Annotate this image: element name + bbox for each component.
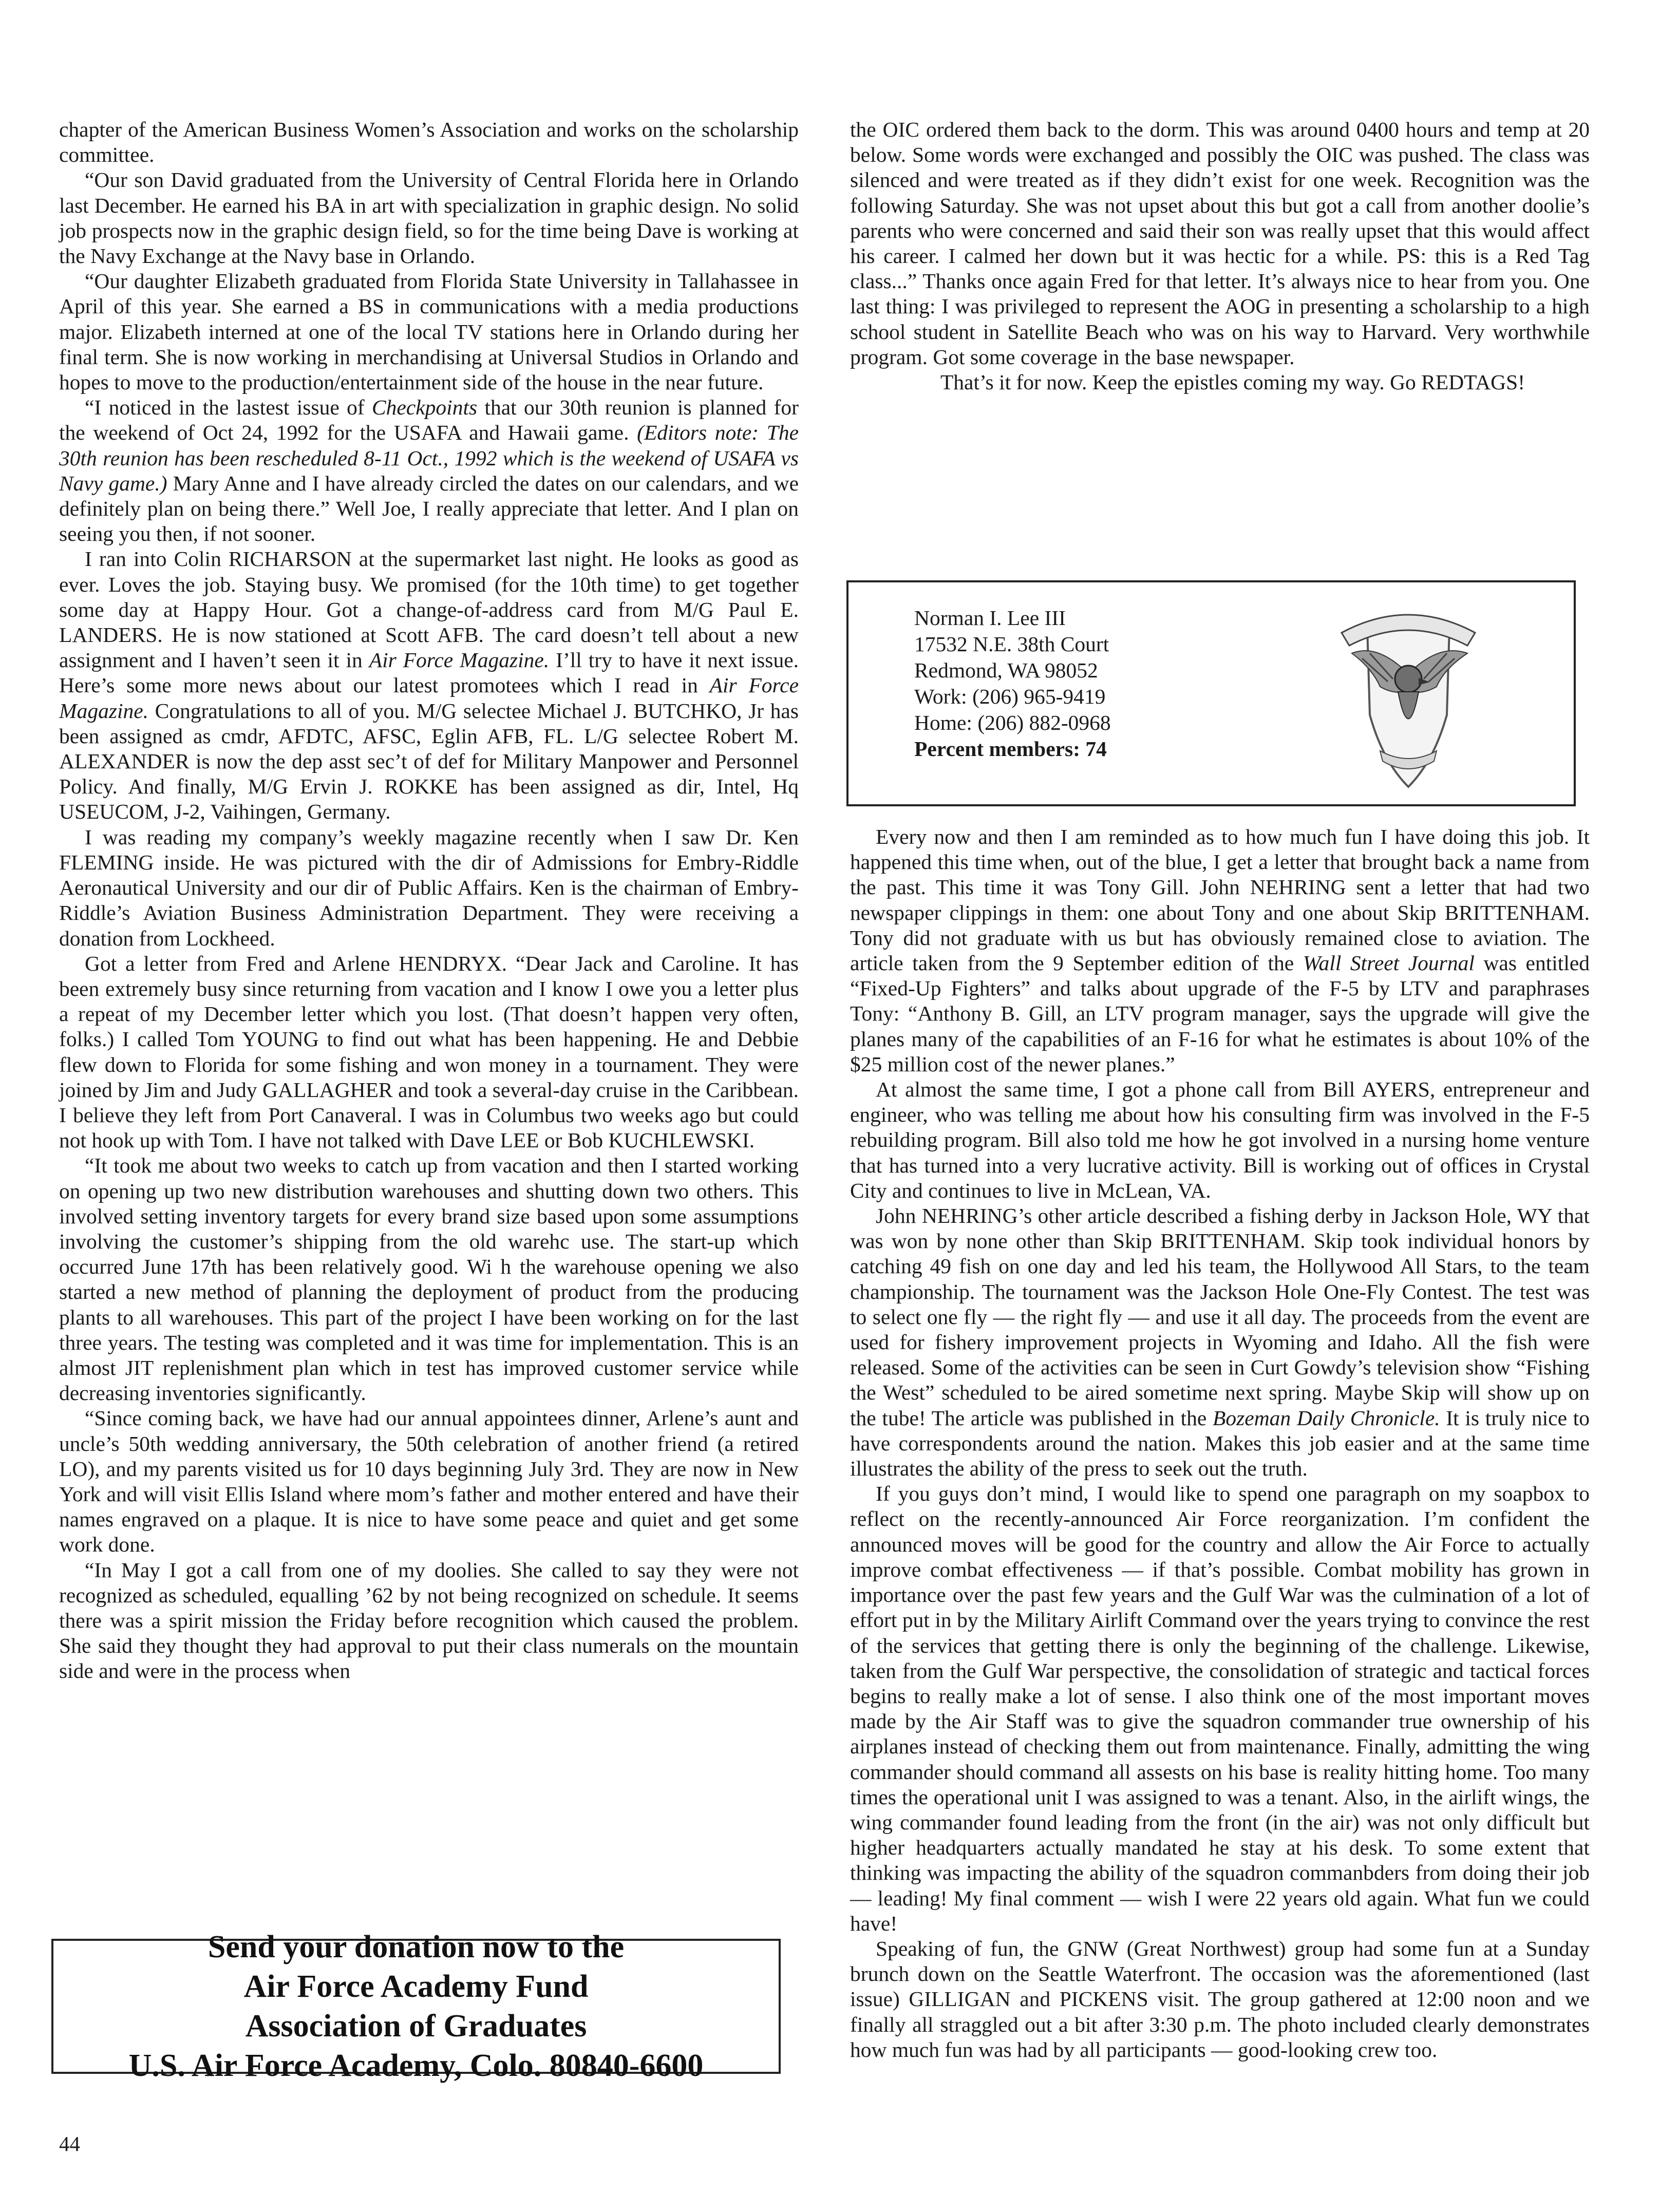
paragraph: Every now and then I am reminded as to how much fun I have doing this job. It happened this time when, out of the blue, I get a letter that brought back a name from the past. This time it was Tony Gill. John NEHRING sent a letter that had two newspaper clippings in them: one about Tony and one about Skip BRITTENHAM. Tony did not graduate with us but has obviously remained close to aviation. The article taken from the 9 September edition of the Wall Street Journal was entitled “Fixed-Up Fighters” and talks about upgrade of the F-5 by LTV and paraphrases Tony: “Anthony B. Gill, an LTV program manager, says the upgrade will give the planes many of the capabilities of an F-16 for what he estimates is about 10% of the $25 million cost of the newer planes.”	[850, 825, 1590, 1076]
donation-line: Send your donation now to the	[208, 1929, 625, 1964]
paragraph: John NEHRING’s other article described a fishing derby in Jackson Hole, WY that was won by none other than Skip BRITTENHAM. Skip took individual honors by catching 49 fish on one day and led his team, the Hollywood All Stars, to the team championship. The tournament was the Jackson Hole One-Fly Contest. The test was to select one fly — the right fly — and use it all day. The proceeds from the event are used for fishery improvement projects in Wyoming and Idaho. All the fish were released. Some of the activities can be seen in Curt Gowdy’s television show “Fishing the West” scheduled to be aired sometime next spring. Maybe Skip will show up on the tube! The article was published in the Bozeman Daily Chronicle. It is truly nice to have correspondents around the nation. Makes this job easier and at the same time illustrates the ability of the press to seek out the truth.	[850, 1204, 1590, 1481]
contact-street: 17532 N.E. 38th Court	[914, 632, 1109, 656]
paragraph: I was reading my company’s weekly magazine recently when I saw Dr. Ken FLEMING inside. He was pictured with the dir of Admissions for Embry-Riddle Aeronautical University and our dir of Public Affairs. Ken is the chairman of Embry-Riddle’s Aviation Business Administration Department. They were receiving a donation from Lockheed.	[59, 825, 799, 950]
paragraph: “Our son David graduated from the University of Central Florida here in Orlando last December. He earned his BA in art with specialization in graphic design. No solid job prospects now in the graphic design field, so for the time being Dave is working at the Navy Exchange at the Navy base in Orlando.	[59, 168, 799, 268]
class-secretary-contact-box	[846, 580, 1576, 806]
paragraph: Got a letter from Fred and Arlene HENDRYX. “Dear Jack and Caroline. It has been extremely busy since returning from vacation and I know I owe you a letter plus a repeat of my December letter which you lost. (That doesn’t happen very often, folks.) I called Tom YOUNG to find out what has been happening. He and Debbie flew down to Florida for some fishing and won money in a tournament. They were joined by Jim and Judy GALLAGHER and took a several-day cruise in the Caribbean. I believe they left from Port Canaveral. I was in Columbus two weeks ago but could not hook up with Tom. I have not talked with Dave LEE or Bob KUCHLEWSKI.	[59, 951, 799, 1152]
contact-name: Norman I. Lee III	[914, 606, 1066, 630]
donation-line: Association of Graduates	[245, 2008, 587, 2044]
paragraph: “Our daughter Elizabeth graduated from Florida State University in Tallahassee in April of this year. She earned a BS in communications with a media productions major. Elizabeth interned at one of the local TV stations here in Orlando during her final term. She is now working in merchandising at Universal Studios in Orlando and hopes to move to the production/entertainment side of the house in the near future.	[59, 269, 799, 394]
percent-members: Percent members: 74	[914, 737, 1107, 761]
paragraph: Speaking of fun, the GNW (Great Northwest) group had some fun at a Sunday brunch down on the Seattle Waterfront. The occasion was the aforementioned (last issue) GILLIGAN and PICKENS visit. The group gathered at 12:00 noon and we finally all straggled out a bit after 3:30 p.m. The photo included clearly demonstrates how much fun was had by all participants — good-looking crew too.	[850, 1936, 1590, 2062]
paragraph: At almost the same time, I got a phone call from Bill AYERS, entrepreneur and engineer, who was telling me about how his consulting firm was involved in the F-5 rebuilding program. Bill also told me how he got involved in a nursing home venture that has turned into a very lucrative activity. Bill is working out of offices in Crystal City and continues to live in McLean, VA.	[850, 1077, 1590, 1202]
right-column-top	[850, 117, 1590, 395]
contact-details	[914, 605, 1111, 762]
contact-city: Redmond, WA 98052	[914, 658, 1098, 682]
page-number: 44	[59, 2132, 80, 2156]
paragraph: If you guys don’t mind, I would like to spend one paragraph on my soapbox to reflect on the recently-announced Air Force reorganization. I’m confident the announced moves will be good for the country and allow the Air Force to actually improve combat effectiveness — if that’s possible. Combat mobility has grown in importance over the past few years and the Gulf War was the culmination of a lot of effort put in by the Military Airlift Command over the years trying to convince the rest of the services that getting there is only the beginning of the challenge. Likewise, taken from the Gulf War perspective, the consolidation of strategic and tactical forces begins to really make a lot of sense. I also think one of the most important moves made by the Air Staff was to give the squadron commander true ownership of his airplanes instead of checking them out from maintenance. Finally, admitting the wing commander should command all assests on his base is reality hitting home. Too many times the operational unit I was assigned to was a tenant. Also, in the airlift wings, the wing commander found leading from the front (in the air) was not only difficult but higher headquarters actually mandated he stay at his desk. To some extent that thinking was impacting the ability of the squadron commanbders from doing their job — leading! My final comment — wish I were 22 years old again. What fun we could have!	[850, 1482, 1590, 1935]
paragraph: chapter of the American Business Women’s Association and works on the scholarship committee.	[59, 118, 799, 167]
left-column	[59, 117, 799, 1684]
paragraph: “I noticed in the lastest issue of Checkpoints that our 30th reunion is planned for the weekend of Oct 24, 1992 for the USAFA and Hawaii game. (Editors note: The 30th reunion has been rescheduled 8-11 Oct., 1992 which is the weekend of USAFA vs Navy game.) Mary Anne and I have already circled the dates on our calendars, and we definitely plan on being there.” Well Joe, I really appreciate that letter. And I plan on seeing you then, if not sooner.	[59, 395, 799, 546]
contact-home-phone: Home: (206) 882-0968	[914, 711, 1111, 734]
paragraph: “It took me about two weeks to catch up from vacation and then I started working on opening up two new distribution warehouses and shutting down two others. This involved setting inventory targets for every brand size based upon some assumptions involving the customer’s shipping from the old warehc use. The start-up which occurred June 17th has been relatively good. Wi h the warehouse opening we also started a new method of planning the deployment of product from the producing plants to all warehouses. This part of the project I have been working on for the last three years. The testing was completed and it was time for implementation. This is an almost JIT replenishment plan which in test has improved customer service while decreasing inventories significantly.	[59, 1154, 799, 1405]
paragraph: the OIC ordered them back to the dorm. This was around 0400 hours and temp at 20 below. Some words were exchanged and possibly the OIC was pushed. The class was silenced and were treated as if they didn’t exist for one week. Recognition was the following Saturday. She was not upset about this but got a call from another doolie’s parents who were concerned and said their son was really upset that this would affect his career. I calmed her down but it was hectic for a while. PS: this is a Red Tag class...” Thanks once again Fred for that letter. It’s always nice to hear from you. One last thing: I was privileged to represent the AOG in presenting a scholarship to a high school student in Satellite Beach who was on his way to Harvard. Very worthwhile program. Got some coverage in the base newspaper.	[850, 118, 1590, 369]
donation-box	[51, 1929, 781, 2083]
right-column-bottom	[850, 824, 1590, 2063]
class-crest-eagle-icon	[1331, 597, 1485, 792]
paragraph: That’s it for now. Keep the epistles coming my way. Go REDTAGS!	[940, 370, 1525, 394]
donation-line: U.S. Air Force Academy, Colo. 80840-6600	[128, 2048, 704, 2083]
paragraph: I ran into Colin RICHARSON at the supermarket last night. He looks as good as ever. Loves the job. Staying busy. We promised (for the 10th time) to get together some day at Happy Hour. Got a change-of-address card from M/G Paul E. LANDERS. He is now stationed at Scott AFB. The card doesn’t tell about a new assignment and I haven’t seen it in Air Force Magazine. I’ll try to have it next issue. Here’s some more news about our latest promotees which I read in Air Force Magazine. Congratulations to all of you. M/G selectee Michael J. BUTCHKO, Jr has been assigned as cmdr, AFDTC, AFSC, Eglin AFB, FL. L/G selectee Robert M. ALEXANDER is now the dep asst sec’t of def for Military Manpower and Personnel Policy. And finally, M/G Ervin J. ROKKE has been assigned as dir, Intel, Hq USEUCOM, J-2, Vaihingen, Germany.	[59, 547, 799, 824]
paragraph: “Since coming back, we have had our annual appointees dinner, Arlene’s aunt and uncle’s 50th wedding anniversary, the 50th celebration of another friend (a retired LO), and my parents visited us for 10 days beginning July 3rd. They are now in New York and will visit Ellis Island where mom’s father and mother entered and have their names engraved on a plaque. It is nice to have some peace and quiet and get some work done.	[59, 1406, 799, 1557]
contact-work-phone: Work: (206) 965-9419	[914, 685, 1106, 708]
donation-line: Air Force Academy Fund	[243, 1969, 589, 2004]
paragraph: “In May I got a call from one of my doolies. She called to say they were not recognized as scheduled, equalling ’62 by not being recognized on schedule. It seems there was a spirit mission the Friday before recognition which caused the problem. She said they thought they had approval to put their class numerals on the mountain side and were in the process when	[59, 1558, 799, 1683]
